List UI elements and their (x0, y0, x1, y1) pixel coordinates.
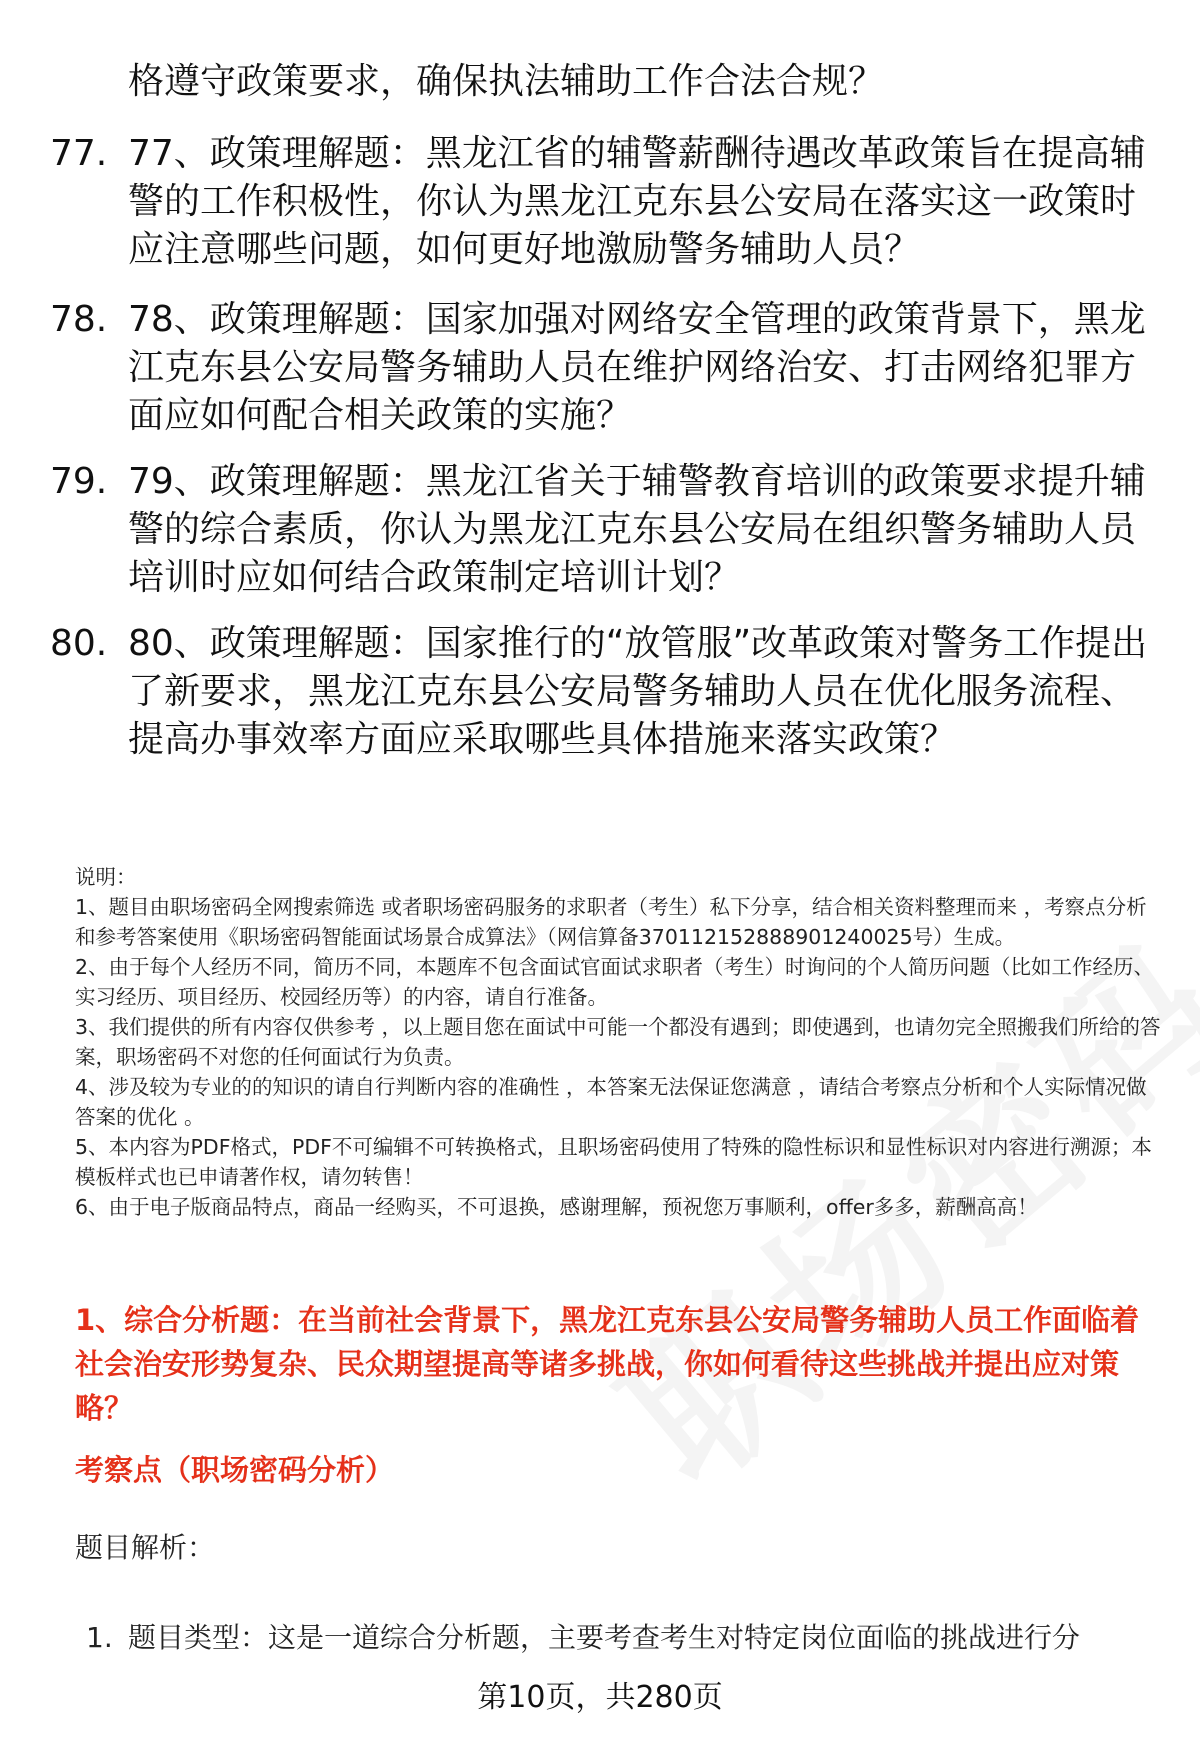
question-77 (50, 130, 1158, 274)
question-continuation: 格遵守政策要求，确保执法辅助工作合法合规？ (128, 61, 885, 102)
page-footer: 第10页，共280页 (477, 1680, 723, 1715)
note-item: 5、本内容为PDF格式，PDF不可编辑不可转换格式，且职场密码使用了特殊的隐性标识和显性标识对内容进行溯源；本模板样式也已申请著作权，请勿转售！ (75, 1135, 1152, 1189)
question-text: 78、政策理解题：国家加强对网络安全管理的政策背景下，黑龙江克东县公安局警务辅助人员在维护网络治安、打击网络犯罪方面应如何配合相关政策的实施？ (128, 299, 1146, 436)
section-subtitle: 考察点（职场密码分析） (75, 1453, 395, 1487)
question-number: 77. (50, 133, 108, 174)
question-text: 80、政策理解题：国家推行的“放管服”改革政策对警务工作提出了新要求，黑龙江克东县公安局警务辅助人员在优化服务流程、提高办事效率方面应采取哪些具体措施来落实政策？ (128, 623, 1148, 760)
question-number: 78. (50, 299, 108, 340)
question-text: 79、政策理解题：黑龙江省关于辅警教育培训的政策要求提升辅警的综合素质，你认为黑龙江克东县公安局在组织警务辅助人员培训时应如何结合政策制定培训计划？ (128, 461, 1146, 598)
analysis-item-number: 1. (86, 1621, 113, 1654)
notes-title: 说明： (75, 865, 137, 889)
question-80 (50, 620, 1158, 764)
note-item: 6、由于电子版商品特点，商品一经购买，不可退换，感谢理解，预祝您万事顺利，offer多多，薪酬高高！ (75, 1195, 1038, 1219)
note-item: 3、我们提供的所有内容仅供参考 ，以上题目您在面试中可能一个都没有遇到；即使遇到，也请勿完全照搬我们所给的答案，职场密码不对您的任何面试行为负责。 (75, 1015, 1161, 1069)
analysis-label: 题目解析： (75, 1531, 216, 1564)
section-question-title: 1、综合分析题：在当前社会背景下，黑龙江克东县公安局警务辅助人员工作面临着社会治安形势复杂、民众期望提高等诸多挑战，你如何看待这些挑战并提出应对策略？ (75, 1303, 1140, 1425)
note-item: 4、涉及较为专业的的知识的请自行判断内容的准确性 ，本答案无法保证您满意 ，请结合考察点分析和个人实际情况做答案的优化 。 (75, 1075, 1147, 1129)
question-text: 77、政策理解题：黑龙江省的辅警薪酬待遇改革政策旨在提高辅警的工作积极性，你认为黑龙江克东县公安局在落实这一政策时应注意哪些问题，如何更好地激励警务辅助人员？ (128, 133, 1146, 270)
analysis-item-text: 题目类型：这是一道综合分析题，主要考查考生对特定岗位面临的挑战进行分 (128, 1621, 1081, 1654)
question-number: 80. (50, 623, 108, 664)
note-item: 2、由于每个人经历不同，简历不同，本题库不包含面试官面试求职者（考生）时询问的个人简历问题（比如工作经历、实习经历、项目经历、校园经历等）的内容，请自行准备。 (75, 955, 1155, 1009)
note-item: 1、题目由职场密码全网搜索筛选 或者职场密码服务的求职者（考生）私下分享，结合相关资料整理而来 ，考察点分析和参考答案使用《职场密码智能面试场景合成算法》（网信算备370112152888901240025号）生成。 (75, 895, 1147, 949)
question-79 (50, 458, 1158, 602)
notes-block (75, 862, 1165, 1222)
question-78 (50, 296, 1158, 440)
question-number: 79. (50, 461, 108, 502)
analysis-item (86, 1618, 1168, 1658)
